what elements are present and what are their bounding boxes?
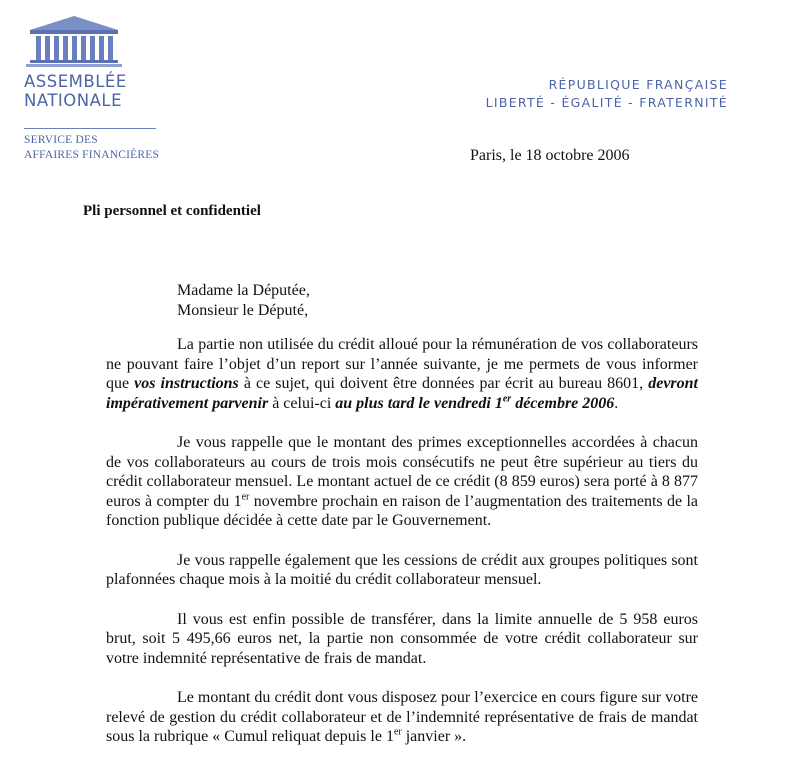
header-divider bbox=[24, 128, 156, 129]
p5-text2: janvier ». bbox=[401, 728, 467, 745]
letter-body bbox=[106, 281, 698, 767]
salutation-line2: Monsieur le Député, bbox=[177, 302, 309, 319]
organization-name bbox=[24, 72, 127, 110]
p1-text2: à ce sujet, qui doivent être données par écrit au bureau 8601, bbox=[238, 375, 649, 392]
paragraph-transfer: Il vous est enfin possible de transférer, dans la limite annuelle de 5 958 euros brut, soit 5 495,66 euros net, la partie non consommée de votre crédit collaborateur sur votre indemnité représentative de frais de mandat. bbox=[106, 610, 698, 667]
paragraph-deadline bbox=[106, 335, 698, 413]
republic-motto-text: LIBERTÉ - ÉGALITÉ - FRATERNITÉ bbox=[485, 95, 728, 110]
service-name bbox=[24, 133, 159, 163]
republic-title: RÉPUBLIQUE FRANÇAISE bbox=[548, 77, 728, 92]
p1-bold4: décembre 2006 bbox=[511, 394, 615, 412]
p1-bold3-sup: er bbox=[502, 393, 512, 405]
salutation-line1: Madame la Députée, bbox=[177, 282, 310, 299]
p1-bold2: devront impérativement parvenir bbox=[106, 375, 698, 412]
paragraph-cessions: Je vous rappelle également que les cessions de crédit aux groupes politiques sont plafonnées chaque mois à la moitié du crédit collaborateur mensuel. bbox=[106, 551, 698, 588]
letter-date: Paris, le 18 octobre 2006 bbox=[470, 147, 630, 164]
p1-bold3: au plus tard le vendredi 1 bbox=[335, 394, 503, 412]
paragraph-montant bbox=[106, 688, 698, 747]
service-name-line2: AFFAIRES FINANCIÈRES bbox=[24, 149, 160, 161]
organization-name-line1: ASSEMBLÉE bbox=[24, 72, 127, 91]
p2-sup: er bbox=[241, 491, 250, 503]
p1-text1: La partie non utilisée du crédit alloué pour la rémunération de vos collaborateurs ne pouvant faire l’objet d’un report sur l’année suivante, je me permets de vous informer que bbox=[106, 336, 698, 392]
salutation bbox=[177, 281, 698, 321]
p2-text2: novembre prochain en raison de l’augmentation des traitements de la fonction publique décidée à cette date par le Gouvernement. bbox=[106, 492, 698, 529]
p1-text3: à celui-ci bbox=[268, 394, 336, 412]
p1-bold1: vos instructions bbox=[134, 375, 239, 392]
service-name-line1: SERVICE DES bbox=[24, 134, 98, 146]
republic-motto bbox=[486, 76, 728, 112]
p5-text1: Le montant du crédit dont vous disposez pour l’exercice en cours figure sur votre relevé de gestion du crédit collaborateur et de l’indemnité représentative de frais de mandat sous la rubrique « Cumul reliquat depuis le 1 bbox=[106, 689, 698, 745]
assemblee-nationale-logo-icon bbox=[24, 14, 154, 70]
organization-name-line2: NATIONALE bbox=[24, 91, 123, 110]
paragraph-primes bbox=[106, 433, 698, 531]
p5-sup: er bbox=[393, 726, 402, 738]
confidential-mention: Pli personnel et confidentiel bbox=[83, 203, 261, 219]
p1-text4: . bbox=[614, 394, 619, 412]
p2-text1: Je vous rappelle que le montant des primes exceptionnelles accordées à chacun de vos collaborateurs au cours de trois mois consécutifs ne peut être supérieur au tiers du crédit collaborateur mensuel. Le montant actuel de ce crédit (8 859 euros) sera porté à 8 877 euros à compter du 1 bbox=[106, 434, 698, 510]
